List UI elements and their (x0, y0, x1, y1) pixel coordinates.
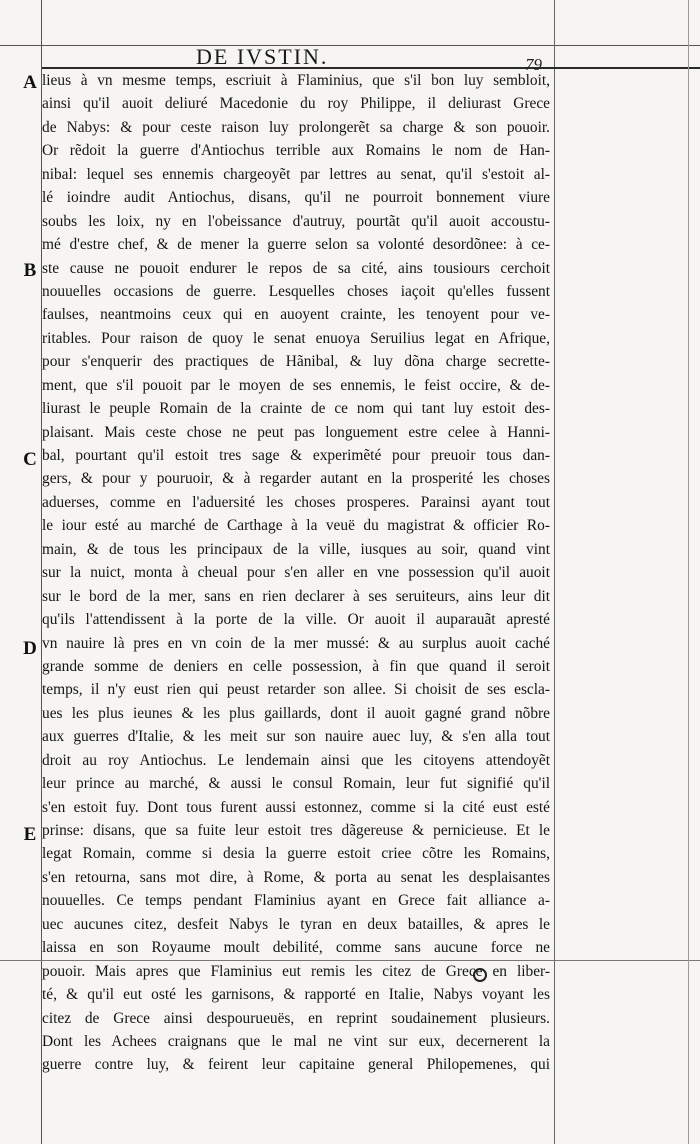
text-line: plaisant. Mais ceste chose ne peut pas longuement estre celee à Hanni- (42, 423, 550, 441)
text-line: nouuelles occasions de guerre. Lesquelles choses iaçoit qu'elles fussent (42, 282, 550, 300)
text-line: ment, que s'il pouoit par le moyen de ses ennemis, le feist occire, & de- (42, 376, 550, 394)
text-line: té, & qu'il eut osté les garnisons, & rapporté en Italie, Nabys voyant les (42, 986, 550, 1004)
text-line: Dont les Achees craignans que le mal ne vint sur eux, decernerent la (42, 1032, 550, 1050)
text-line: citez de Grece ainsi despourueuës, en reprint soudainement plusieurs. (42, 1009, 550, 1027)
text-line: qu'ils l'attendissent à la porte de la ville. Or auoit il auparauãt apresté (42, 611, 550, 629)
text-line: leur prince au marché, & aussi le consul Romain, leur fut signifié qu'il (42, 775, 550, 793)
text-line: ritables. Pour raison de quoy le senat enuoya Seruilius legat en Afrique, (42, 329, 550, 347)
top-edge-rule (0, 45, 700, 46)
right-margin-rule (554, 0, 555, 1144)
text-line: laissa en son Royaume moult debilité, comme sans aucune force ne (42, 939, 550, 957)
ornament-circle (473, 968, 487, 982)
text-line: temps, il n'y eust rien qui peust retarder son allee. Si choisit de ses escla- (42, 681, 550, 699)
text-line: lé ioindre audit Antiochus, disans, qu'il ne pourroit bonnement viure (42, 189, 550, 207)
text-line: nibal: lequel ses ennemis chargeoyẽt par lettres au senat, qu'il s'estoit al- (42, 165, 550, 183)
text-line: uec aucunes citez, desfeit Nabys le tyran en deux batailles, & apres le (42, 915, 550, 933)
margin-letter-a: A (23, 72, 37, 93)
text-line: le iour esté au marché de Carthage à la veuë du magistrat & officier Ro- (42, 517, 550, 535)
text-line: main, & de tous les principaux de la ville, iusques au soir, quand vint (42, 540, 550, 558)
text-line: bal, pourtant qu'il estoit tres sage & experimẽté pour preuoir tous dan- (42, 447, 550, 464)
running-head: DE IVSTIN. (196, 44, 329, 69)
text-line: grande somme de deniers en celle possession, à fin que quand il seroit (42, 657, 550, 675)
text-line: sur la nuict, monta à cheual pour s'en aller en vne possession qu'il auoit (42, 564, 550, 582)
page-number: 79 (525, 55, 542, 74)
text-line: guerre contre luy, & feirent leur capitaine general Philopemenes, qui (42, 1056, 550, 1074)
text-line: pour s'enquerir des practiques de Hãnibal, & luy dõna charge secrette- (42, 353, 550, 371)
text-line: vn nauire là pres en vn coin de la mer mussé: & au surplus auoit caché (42, 634, 550, 652)
text-line: aux guerres d'Italie, & les meit sur son nauire auec luy, & s'en alla tout (42, 728, 550, 746)
text-line: sur le bord de la mer, sans en rien declarer à ses seruiteurs, ains leur dit (42, 587, 550, 605)
text-line: de Nabys: & pour ceste raison luy prolongerẽt sa charge & son pouoir. (42, 118, 550, 136)
text-line: s'en retourna, sans mot dire, à Rome, & porta au senat les desplaisantes (42, 868, 550, 886)
text-line: s'en estoit fuy. Dont tous furent aussi estonnez, comme si la cité eust esté (42, 798, 550, 816)
text-line: ste cause ne pouoit endurer le repos de sa cité, ains tousiours cerchoit (42, 259, 550, 277)
margin-letter-e: E (23, 824, 37, 845)
text-line: nouuelles. Ce temps pendant Flaminius ayant en Grece fait alliance a- (42, 892, 550, 910)
text-line: droit au roy Antiochus. Le lendemain ainsi que les citoyens attendoyẽt (42, 751, 550, 769)
margin-letter-c: C (23, 449, 37, 470)
text-line: faulses, neantmoins ceux qui en auoyent crainte, les tenoyent pour ve- (42, 306, 550, 324)
text-line: prinse: disans, que sa fuite leur estoit tres dãgereuse & pernicieuse. Et le (42, 822, 550, 839)
text-line: ues les plus ieunes & les plus gaillards, dont il auoit gagné grand nõbre (42, 704, 550, 722)
page-edge-rule (688, 0, 689, 1144)
text-line: ainsi qu'il auoit deliuré Macedonie du roy Philippe, il deliurast Grece (42, 95, 550, 113)
text-line: gers, & pour y pouruoir, & à regarder autant en la prosperité les choses (42, 470, 550, 488)
margin-letter-b: B (23, 260, 37, 281)
text-line: legat Romain, comme si desia la guerre estoit criee cõtre les Romains, (42, 845, 550, 863)
text-line: aduerses, comme en l'aduersité les choses prosperes. Parainsi ayant tout (42, 493, 550, 511)
text-line: liurast le peuple Romain de la crainte de ce nom qui tant luy estoit des- (42, 400, 550, 418)
text-line: Or rẽdoit la guerre d'Antiochus terrible aux Romains le nom de Han- (42, 142, 550, 160)
text-line: lieus à vn mesme temps, escriuit à Flaminius, que s'il bon luy sembloit, (42, 72, 550, 89)
text-line: soubs les loix, ny en l'obeissance d'autruy, pourtãt qu'il auoit accoustu- (42, 212, 550, 230)
text-line: mé d'estre chef, & de mener la guerre selon sa volonté desordõnee: à ce- (42, 236, 550, 254)
body-text (42, 69, 550, 1077)
margin-letter-d: D (23, 638, 37, 659)
text-line: pouoir. Mais apres que Flaminius eut remis les citez de Grece en liber- (42, 962, 550, 980)
